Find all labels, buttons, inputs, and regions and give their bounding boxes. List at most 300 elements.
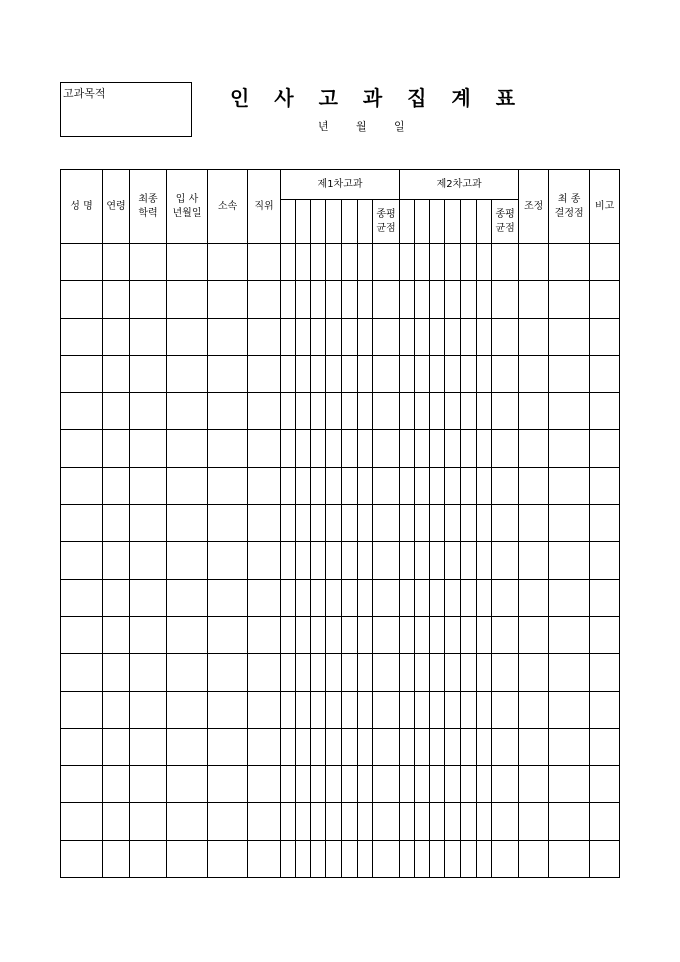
eval2-sub-cell[interactable]: [415, 200, 430, 244]
table-cell[interactable]: [415, 393, 430, 430]
table-cell[interactable]: [167, 542, 208, 579]
table-cell[interactable]: [167, 393, 208, 430]
table-cell[interactable]: [103, 430, 130, 467]
table-cell[interactable]: [373, 728, 400, 765]
table-cell[interactable]: [358, 654, 373, 691]
table-cell[interactable]: [430, 542, 445, 579]
table-cell[interactable]: [492, 840, 519, 877]
table-cell[interactable]: [326, 766, 342, 803]
table-cell[interactable]: [430, 318, 445, 355]
table-cell[interactable]: [296, 579, 311, 616]
table-cell[interactable]: [358, 728, 373, 765]
table-cell[interactable]: [358, 505, 373, 542]
table-cell[interactable]: [311, 766, 326, 803]
table-cell[interactable]: [130, 430, 167, 467]
table-cell[interactable]: [248, 616, 281, 653]
table-cell[interactable]: [400, 467, 415, 504]
table-cell[interactable]: [477, 579, 492, 616]
table-cell[interactable]: [103, 803, 130, 840]
table-cell[interactable]: [167, 505, 208, 542]
table-cell[interactable]: [400, 318, 415, 355]
table-cell[interactable]: [590, 355, 620, 392]
table-cell[interactable]: [103, 616, 130, 653]
table-cell[interactable]: [326, 803, 342, 840]
table-cell[interactable]: [326, 244, 342, 281]
table-cell[interactable]: [549, 616, 590, 653]
table-cell[interactable]: [311, 355, 326, 392]
table-cell[interactable]: [326, 281, 342, 318]
table-cell[interactable]: [342, 616, 358, 653]
table-cell[interactable]: [519, 393, 549, 430]
table-cell[interactable]: [590, 728, 620, 765]
table-cell[interactable]: [461, 542, 477, 579]
table-cell[interactable]: [296, 393, 311, 430]
table-cell[interactable]: [477, 840, 492, 877]
table-cell[interactable]: [430, 803, 445, 840]
table-cell[interactable]: [130, 318, 167, 355]
table-cell[interactable]: [130, 244, 167, 281]
table-cell[interactable]: [549, 579, 590, 616]
table-cell[interactable]: [326, 691, 342, 728]
table-cell[interactable]: [590, 467, 620, 504]
table-cell[interactable]: [492, 244, 519, 281]
table-cell[interactable]: [248, 318, 281, 355]
table-cell[interactable]: [342, 355, 358, 392]
table-cell[interactable]: [415, 840, 430, 877]
table-cell[interactable]: [400, 803, 415, 840]
table-cell[interactable]: [103, 281, 130, 318]
table-cell[interactable]: [130, 616, 167, 653]
table-cell[interactable]: [415, 505, 430, 542]
table-cell[interactable]: [208, 244, 248, 281]
table-cell[interactable]: [130, 505, 167, 542]
table-cell[interactable]: [281, 281, 296, 318]
table-cell[interactable]: [549, 654, 590, 691]
table-cell[interactable]: [296, 728, 311, 765]
table-cell[interactable]: [445, 393, 461, 430]
table-cell[interactable]: [430, 579, 445, 616]
table-cell[interactable]: [130, 654, 167, 691]
table-cell[interactable]: [61, 616, 103, 653]
table-cell[interactable]: [358, 244, 373, 281]
table-cell[interactable]: [492, 803, 519, 840]
table-cell[interactable]: [281, 244, 296, 281]
table-cell[interactable]: [326, 728, 342, 765]
table-cell[interactable]: [461, 244, 477, 281]
table-cell[interactable]: [342, 467, 358, 504]
table-cell[interactable]: [167, 467, 208, 504]
table-cell[interactable]: [373, 840, 400, 877]
table-cell[interactable]: [590, 691, 620, 728]
table-cell[interactable]: [400, 542, 415, 579]
table-cell[interactable]: [373, 355, 400, 392]
table-cell[interactable]: [549, 393, 590, 430]
table-cell[interactable]: [461, 840, 477, 877]
table-cell[interactable]: [208, 505, 248, 542]
table-cell[interactable]: [296, 355, 311, 392]
table-cell[interactable]: [430, 505, 445, 542]
table-cell[interactable]: [130, 281, 167, 318]
table-cell[interactable]: [445, 840, 461, 877]
table-cell[interactable]: [519, 803, 549, 840]
table-cell[interactable]: [103, 766, 130, 803]
table-cell[interactable]: [358, 542, 373, 579]
table-cell[interactable]: [477, 654, 492, 691]
table-cell[interactable]: [281, 766, 296, 803]
table-cell[interactable]: [296, 281, 311, 318]
table-cell[interactable]: [167, 803, 208, 840]
table-cell[interactable]: [373, 244, 400, 281]
table-cell[interactable]: [342, 803, 358, 840]
table-cell[interactable]: [248, 766, 281, 803]
table-cell[interactable]: [445, 803, 461, 840]
table-cell[interactable]: [167, 244, 208, 281]
table-cell[interactable]: [342, 393, 358, 430]
table-cell[interactable]: [492, 355, 519, 392]
table-cell[interactable]: [373, 691, 400, 728]
table-cell[interactable]: [461, 430, 477, 467]
table-cell[interactable]: [326, 542, 342, 579]
table-cell[interactable]: [61, 766, 103, 803]
eval1-sub-cell[interactable]: [311, 200, 326, 244]
table-cell[interactable]: [167, 840, 208, 877]
table-cell[interactable]: [415, 728, 430, 765]
table-cell[interactable]: [281, 505, 296, 542]
table-cell[interactable]: [358, 467, 373, 504]
table-cell[interactable]: [373, 542, 400, 579]
table-cell[interactable]: [400, 244, 415, 281]
table-cell[interactable]: [326, 840, 342, 877]
table-cell[interactable]: [461, 728, 477, 765]
table-cell[interactable]: [445, 728, 461, 765]
table-cell[interactable]: [415, 542, 430, 579]
table-cell[interactable]: [208, 430, 248, 467]
table-cell[interactable]: [208, 616, 248, 653]
table-cell[interactable]: [130, 355, 167, 392]
table-cell[interactable]: [296, 505, 311, 542]
table-cell[interactable]: [342, 840, 358, 877]
table-cell[interactable]: [492, 505, 519, 542]
table-cell[interactable]: [445, 244, 461, 281]
table-cell[interactable]: [342, 579, 358, 616]
table-cell[interactable]: [519, 691, 549, 728]
table-cell[interactable]: [358, 691, 373, 728]
table-cell[interactable]: [130, 766, 167, 803]
table-cell[interactable]: [208, 728, 248, 765]
table-cell[interactable]: [130, 393, 167, 430]
table-cell[interactable]: [492, 318, 519, 355]
table-cell[interactable]: [311, 542, 326, 579]
eval2-sub-cell[interactable]: [445, 200, 461, 244]
table-cell[interactable]: [208, 766, 248, 803]
table-cell[interactable]: [445, 505, 461, 542]
table-cell[interactable]: [130, 691, 167, 728]
table-cell[interactable]: [296, 840, 311, 877]
table-cell[interactable]: [415, 691, 430, 728]
table-cell[interactable]: [61, 244, 103, 281]
table-cell[interactable]: [400, 840, 415, 877]
table-cell[interactable]: [167, 616, 208, 653]
table-cell[interactable]: [208, 803, 248, 840]
table-cell[interactable]: [415, 616, 430, 653]
eval1-sub-cell[interactable]: [342, 200, 358, 244]
table-cell[interactable]: [311, 579, 326, 616]
table-cell[interactable]: [61, 467, 103, 504]
table-cell[interactable]: [590, 654, 620, 691]
table-cell[interactable]: [415, 281, 430, 318]
table-cell[interactable]: [281, 654, 296, 691]
table-cell[interactable]: [342, 691, 358, 728]
table-cell[interactable]: [445, 616, 461, 653]
table-cell[interactable]: [311, 840, 326, 877]
table-cell[interactable]: [430, 244, 445, 281]
table-cell[interactable]: [248, 244, 281, 281]
table-cell[interactable]: [103, 467, 130, 504]
table-cell[interactable]: [590, 766, 620, 803]
table-cell[interactable]: [61, 579, 103, 616]
table-cell[interactable]: [326, 505, 342, 542]
table-cell[interactable]: [549, 355, 590, 392]
table-cell[interactable]: [342, 542, 358, 579]
table-cell[interactable]: [373, 318, 400, 355]
table-cell[interactable]: [492, 467, 519, 504]
table-cell[interactable]: [519, 355, 549, 392]
table-cell[interactable]: [208, 840, 248, 877]
table-cell[interactable]: [130, 803, 167, 840]
table-cell[interactable]: [373, 430, 400, 467]
eval2-sub-cell[interactable]: [461, 200, 477, 244]
table-cell[interactable]: [430, 840, 445, 877]
table-cell[interactable]: [519, 542, 549, 579]
table-cell[interactable]: [311, 467, 326, 504]
table-cell[interactable]: [342, 654, 358, 691]
table-cell[interactable]: [445, 766, 461, 803]
table-cell[interactable]: [461, 355, 477, 392]
table-cell[interactable]: [248, 691, 281, 728]
table-cell[interactable]: [326, 430, 342, 467]
table-cell[interactable]: [492, 281, 519, 318]
table-cell[interactable]: [590, 393, 620, 430]
table-cell[interactable]: [248, 393, 281, 430]
table-cell[interactable]: [519, 840, 549, 877]
table-cell[interactable]: [281, 728, 296, 765]
table-cell[interactable]: [461, 505, 477, 542]
table-cell[interactable]: [519, 244, 549, 281]
table-cell[interactable]: [461, 691, 477, 728]
table-cell[interactable]: [130, 467, 167, 504]
table-cell[interactable]: [400, 430, 415, 467]
table-cell[interactable]: [130, 542, 167, 579]
table-cell[interactable]: [281, 542, 296, 579]
table-cell[interactable]: [61, 393, 103, 430]
table-cell[interactable]: [130, 840, 167, 877]
table-cell[interactable]: [415, 244, 430, 281]
table-cell[interactable]: [477, 766, 492, 803]
table-cell[interactable]: [519, 505, 549, 542]
table-cell[interactable]: [430, 691, 445, 728]
table-cell[interactable]: [296, 318, 311, 355]
table-cell[interactable]: [208, 542, 248, 579]
table-cell[interactable]: [326, 355, 342, 392]
table-cell[interactable]: [358, 355, 373, 392]
table-cell[interactable]: [492, 654, 519, 691]
table-cell[interactable]: [590, 579, 620, 616]
table-cell[interactable]: [358, 616, 373, 653]
table-cell[interactable]: [208, 393, 248, 430]
table-cell[interactable]: [590, 244, 620, 281]
table-cell[interactable]: [477, 803, 492, 840]
table-cell[interactable]: [477, 355, 492, 392]
table-cell[interactable]: [208, 467, 248, 504]
table-cell[interactable]: [477, 244, 492, 281]
table-cell[interactable]: [461, 467, 477, 504]
table-cell[interactable]: [519, 430, 549, 467]
table-cell[interactable]: [492, 691, 519, 728]
table-cell[interactable]: [342, 244, 358, 281]
table-cell[interactable]: [590, 542, 620, 579]
table-cell[interactable]: [477, 281, 492, 318]
table-cell[interactable]: [103, 542, 130, 579]
table-cell[interactable]: [208, 579, 248, 616]
table-cell[interactable]: [461, 393, 477, 430]
table-cell[interactable]: [311, 430, 326, 467]
table-cell[interactable]: [281, 691, 296, 728]
table-cell[interactable]: [461, 803, 477, 840]
table-cell[interactable]: [549, 244, 590, 281]
table-cell[interactable]: [358, 393, 373, 430]
table-cell[interactable]: [342, 430, 358, 467]
table-cell[interactable]: [281, 616, 296, 653]
table-cell[interactable]: [590, 505, 620, 542]
table-cell[interactable]: [167, 355, 208, 392]
table-cell[interactable]: [415, 766, 430, 803]
table-cell[interactable]: [373, 803, 400, 840]
table-cell[interactable]: [415, 318, 430, 355]
table-cell[interactable]: [400, 766, 415, 803]
table-cell[interactable]: [311, 616, 326, 653]
table-cell[interactable]: [373, 393, 400, 430]
table-cell[interactable]: [445, 318, 461, 355]
table-cell[interactable]: [400, 505, 415, 542]
table-cell[interactable]: [519, 467, 549, 504]
table-cell[interactable]: [430, 430, 445, 467]
table-cell[interactable]: [248, 803, 281, 840]
table-cell[interactable]: [296, 803, 311, 840]
table-cell[interactable]: [311, 803, 326, 840]
table-cell[interactable]: [342, 281, 358, 318]
table-cell[interactable]: [461, 766, 477, 803]
table-cell[interactable]: [477, 728, 492, 765]
table-cell[interactable]: [519, 579, 549, 616]
table-cell[interactable]: [477, 393, 492, 430]
table-cell[interactable]: [492, 393, 519, 430]
eval1-sub-cell[interactable]: [296, 200, 311, 244]
table-cell[interactable]: [296, 430, 311, 467]
eval2-sub-cell[interactable]: [430, 200, 445, 244]
table-cell[interactable]: [549, 691, 590, 728]
table-cell[interactable]: [208, 691, 248, 728]
table-cell[interactable]: [208, 318, 248, 355]
table-cell[interactable]: [590, 281, 620, 318]
table-cell[interactable]: [430, 281, 445, 318]
eval2-sub-cell[interactable]: [477, 200, 492, 244]
table-cell[interactable]: [167, 728, 208, 765]
table-cell[interactable]: [311, 318, 326, 355]
table-cell[interactable]: [326, 654, 342, 691]
table-cell[interactable]: [445, 654, 461, 691]
table-cell[interactable]: [248, 467, 281, 504]
table-cell[interactable]: [430, 393, 445, 430]
table-cell[interactable]: [590, 616, 620, 653]
table-cell[interactable]: [61, 281, 103, 318]
table-cell[interactable]: [549, 281, 590, 318]
table-cell[interactable]: [373, 579, 400, 616]
table-cell[interactable]: [492, 616, 519, 653]
table-cell[interactable]: [103, 728, 130, 765]
table-cell[interactable]: [281, 430, 296, 467]
table-cell[interactable]: [103, 691, 130, 728]
table-cell[interactable]: [248, 355, 281, 392]
table-cell[interactable]: [590, 840, 620, 877]
table-cell[interactable]: [358, 281, 373, 318]
table-cell[interactable]: [281, 803, 296, 840]
table-cell[interactable]: [590, 318, 620, 355]
table-cell[interactable]: [296, 766, 311, 803]
table-cell[interactable]: [373, 505, 400, 542]
table-cell[interactable]: [103, 840, 130, 877]
table-cell[interactable]: [311, 505, 326, 542]
table-cell[interactable]: [311, 281, 326, 318]
table-cell[interactable]: [445, 691, 461, 728]
table-cell[interactable]: [549, 318, 590, 355]
table-cell[interactable]: [167, 691, 208, 728]
table-cell[interactable]: [311, 244, 326, 281]
table-cell[interactable]: [358, 766, 373, 803]
table-cell[interactable]: [549, 542, 590, 579]
table-cell[interactable]: [519, 616, 549, 653]
table-cell[interactable]: [492, 542, 519, 579]
table-cell[interactable]: [549, 728, 590, 765]
table-cell[interactable]: [549, 766, 590, 803]
table-cell[interactable]: [130, 579, 167, 616]
table-cell[interactable]: [400, 579, 415, 616]
table-cell[interactable]: [208, 281, 248, 318]
table-cell[interactable]: [248, 505, 281, 542]
table-cell[interactable]: [281, 318, 296, 355]
table-cell[interactable]: [103, 318, 130, 355]
table-cell[interactable]: [477, 430, 492, 467]
table-cell[interactable]: [461, 318, 477, 355]
table-cell[interactable]: [311, 393, 326, 430]
table-cell[interactable]: [167, 318, 208, 355]
table-cell[interactable]: [519, 654, 549, 691]
table-cell[interactable]: [430, 616, 445, 653]
table-cell[interactable]: [358, 430, 373, 467]
table-cell[interactable]: [208, 654, 248, 691]
table-cell[interactable]: [208, 355, 248, 392]
table-cell[interactable]: [445, 430, 461, 467]
table-cell[interactable]: [445, 542, 461, 579]
table-cell[interactable]: [61, 840, 103, 877]
table-cell[interactable]: [358, 579, 373, 616]
table-cell[interactable]: [549, 430, 590, 467]
table-cell[interactable]: [590, 430, 620, 467]
table-cell[interactable]: [326, 393, 342, 430]
table-cell[interactable]: [326, 616, 342, 653]
table-cell[interactable]: [461, 281, 477, 318]
table-cell[interactable]: [549, 467, 590, 504]
table-cell[interactable]: [477, 542, 492, 579]
